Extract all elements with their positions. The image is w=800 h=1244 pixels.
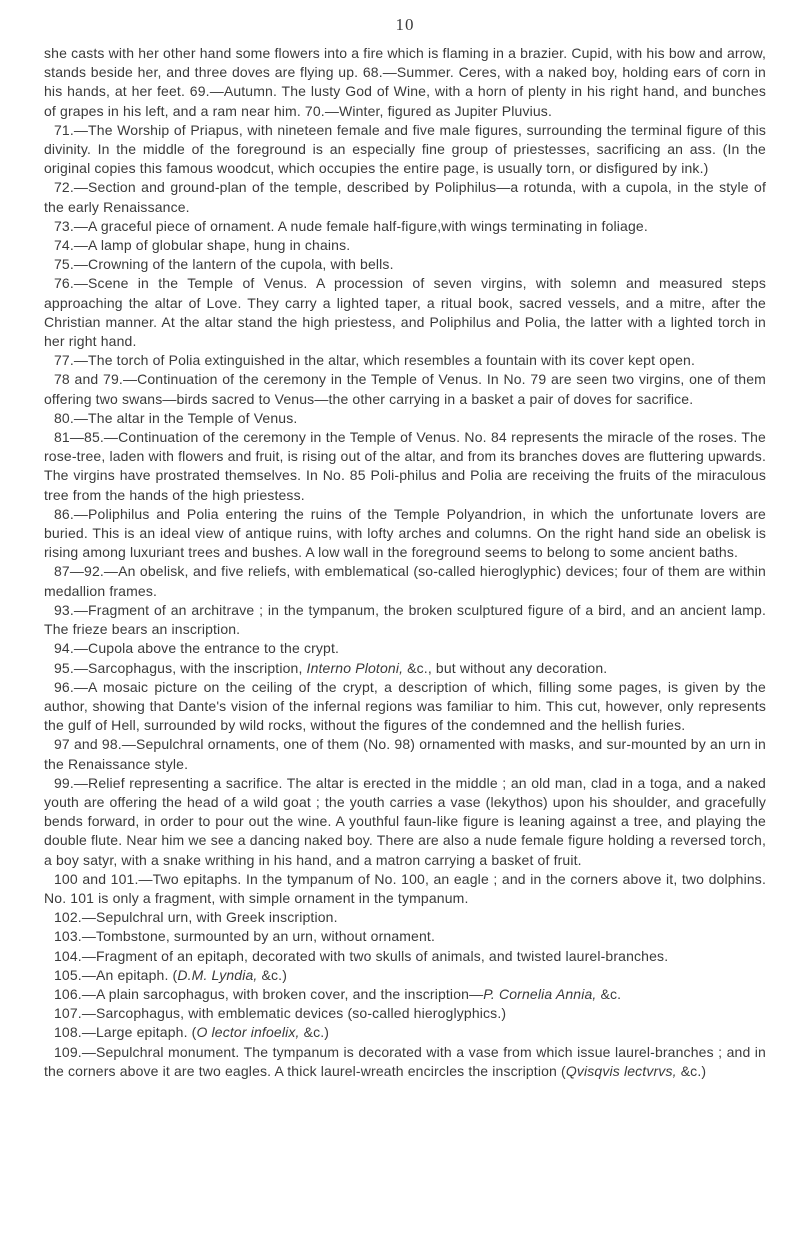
paragraph-108-inscription: O lector infoelix, [196,1024,300,1041]
paragraph-105-rest: &c.) [257,966,288,983]
paragraph-95 [44,659,766,678]
paragraph-75: 75.—Crowning of the lantern of the cupola, with bells. [54,256,394,273]
paragraph-106-rest: &c. [596,985,622,1002]
paragraph-95-inscription: Interno Plotoni, [306,659,404,676]
paragraph-77: 77.—The torch of Polia extinguished in the altar, which resembles a fountain with its cover kept open. [54,352,695,369]
paragraph-106 [44,985,766,1004]
paragraph-74: 74.—A lamp of globular shape, hung in chains. [54,237,351,254]
paragraph-104: 104.—Fragment of an epitaph, decorated with two skulls of animals, and twisted laurel-branches. [54,947,669,964]
paragraph-87-92: 87—92.—An obelisk, and five reliefs, with emblematical (so-called hieroglyphic) devices; four of them are within medallion frames. [44,563,766,599]
paragraph-96: 96.—A mosaic picture on the ceiling of the crypt, a description of which, filling some pages, is given by the author, showing that Dante's vision of the infernal regions was familiar to him. This cut, however, only represents the gulf of Hell, surrounded by wild rocks, without the figures of the condemned and the hellish furies. [44,678,766,734]
paragraph-72: 72.—Section and ground-plan of the temple, described by Poliphilus—a rotunda, with a cupola, in the style of the early Renaissance. [44,179,766,215]
paragraph-cont: she casts with her other hand some flowers into a fire which is flaming in a brazier. Cupid, with his bow and arrow, stands beside her, and three doves are flying up. 68.—Summer. Ceres, with a naked boy, holding ears of corn in his hands, at her feet. 69.—Autumn. The lusty God of Wine, with a horn of plenty in his right hand, and bunches of grapes in his left, and a ram near him. 70.—Winter, figured as Jupiter Pluvius. [44,45,766,119]
body-text [44,44,766,1081]
paragraph-81-85: 81—85.—Continuation of the ceremony in the Temple of Venus. No. 84 represents the miracle of the roses. The rose-tree, laden with flowers and fruit, is rising out of the altar, and from its branches doves are fluttering upwards. The virgins have prostrated themselves. In No. 85 Poli-philus and Polia are receiving the fruits of the miraculous tree from the hands of the high priestess. [44,429,766,503]
paragraph-105-text: 105.—An epitaph. ( [54,966,178,983]
paragraph-73: 73.—A graceful piece of ornament. A nude female half-figure,with wings terminating in foliage. [54,217,648,234]
paragraph-107: 107.—Sarcophagus, with emblematic devices (so-called hieroglyphics.) [54,1005,507,1022]
paragraph-100-101: 100 and 101.—Two epitaphs. In the tympanum of No. 100, an eagle ; and in the corners above it, two dolphins. No. 101 is only a fragment, with simple ornament in the tympanum. [44,870,766,906]
paragraph-78-79: 78 and 79.—Continuation of the ceremony in the Temple of Venus. In No. 79 are seen two virgins, one of them offering two swans—birds sacred to Venus—the other carrying in a basket a pair of doves for sacrifice. [44,371,766,407]
paragraph-86: 86.—Poliphilus and Polia entering the ruins of the Temple Polyandrion, in which the unfortunate lovers are buried. This is an ideal view of antique ruins, with lofty arches and columns. On the right hand side an obelisk is rising among luxuriant trees and bushes. A low wall in the foreground seems to belong to some ancient baths. [44,505,766,561]
paragraph-76: 76.—Scene in the Temple of Venus. A procession of seven virgins, with solemn and measured steps approaching the altar of Love. They carry a lighted taper, a ritual book, sacred vessels, and a mitre, after the Christian manner. At the altar stand the high priestess, and Poliphilus and Polia, the latter with a lighted torch in her right hand. [44,275,766,350]
paragraph-105 [44,966,766,985]
paragraph-94: 94.—Cupola above the entrance to the crypt. [54,640,340,657]
paragraph-109-text: 109.—Sepulchral monument. The tympanum is decorated with a vase from which issue laurel-branches ; and in the corners above it are two eagles. A thick laurel-wreath encircles the inscription ( [44,1043,766,1079]
paragraph-108-rest: &c.) [299,1024,330,1041]
paragraph-105-inscription: D.M. Lyndia, [177,966,258,983]
paragraph-93: 93.—Fragment of an architrave ; in the tympanum, the broken sculptured figure of a bird, and an ancient lamp. The frieze bears an inscription. [44,601,766,638]
paragraph-97-98: 97 and 98.—Sepulchral ornaments, one of them (No. 98) ornamented with masks, and sur-mounted by an urn in the Renaissance style. [44,736,766,772]
paragraph-102: 102.—Sepulchral urn, with Greek inscription. [54,909,338,926]
paragraph-80: 80.—The altar in the Temple of Venus. [54,409,298,426]
paragraph-109 [44,1043,766,1081]
paragraph-106-inscription: P. Cornelia Annia, [483,985,597,1002]
page-number: 10 [395,15,415,34]
paragraph-106-text: 106.—A plain sarcophagus, with broken cover, and the inscription— [54,985,484,1002]
paragraph-109-rest: &c.) [676,1062,707,1079]
paragraph-109-inscription: Qvisqvis lectvrvs, [565,1062,677,1079]
paragraph-95-rest: &c., but without any decoration. [403,659,608,676]
paragraph-99: 99.—Relief representing a sacrifice. The altar is erected in the middle ; an old man, clad in a toga, and a naked youth are offering the head of a wild goat ; the youth carries a vase (lekythos) upon his shoulder, and gracefully bends forward, in order to pour out the wine. A youthful faun-like figure is leaning against a tree, and playing the double flute. Near him we see a dancing naked boy. There are also a nude female figure holding a reversed torch, a boy satyr, with a snake writhing in his hand, and a matron carrying a basket of fruit. [44,774,766,868]
paragraph-108 [44,1023,766,1042]
paragraph-108-text: 108.—Large epitaph. ( [54,1024,197,1041]
paragraph-71: 71.—The Worship of Priapus, with nineteen female and five male figures, surrounding the terminal figure of this divinity. In the middle of the foreground is an especially fine group of priestesses, sacrificing an ass. (In the original copies this famous woodcut, which occupies the entire page, is usually torn, or disfigured by ink.) [44,121,766,177]
paragraph-103: 103.—Tombstone, surmounted by an urn, without ornament. [54,928,436,945]
document-page [44,0,766,1081]
paragraph-95-text: 95.—Sarcophagus, with the inscription, [54,659,307,676]
